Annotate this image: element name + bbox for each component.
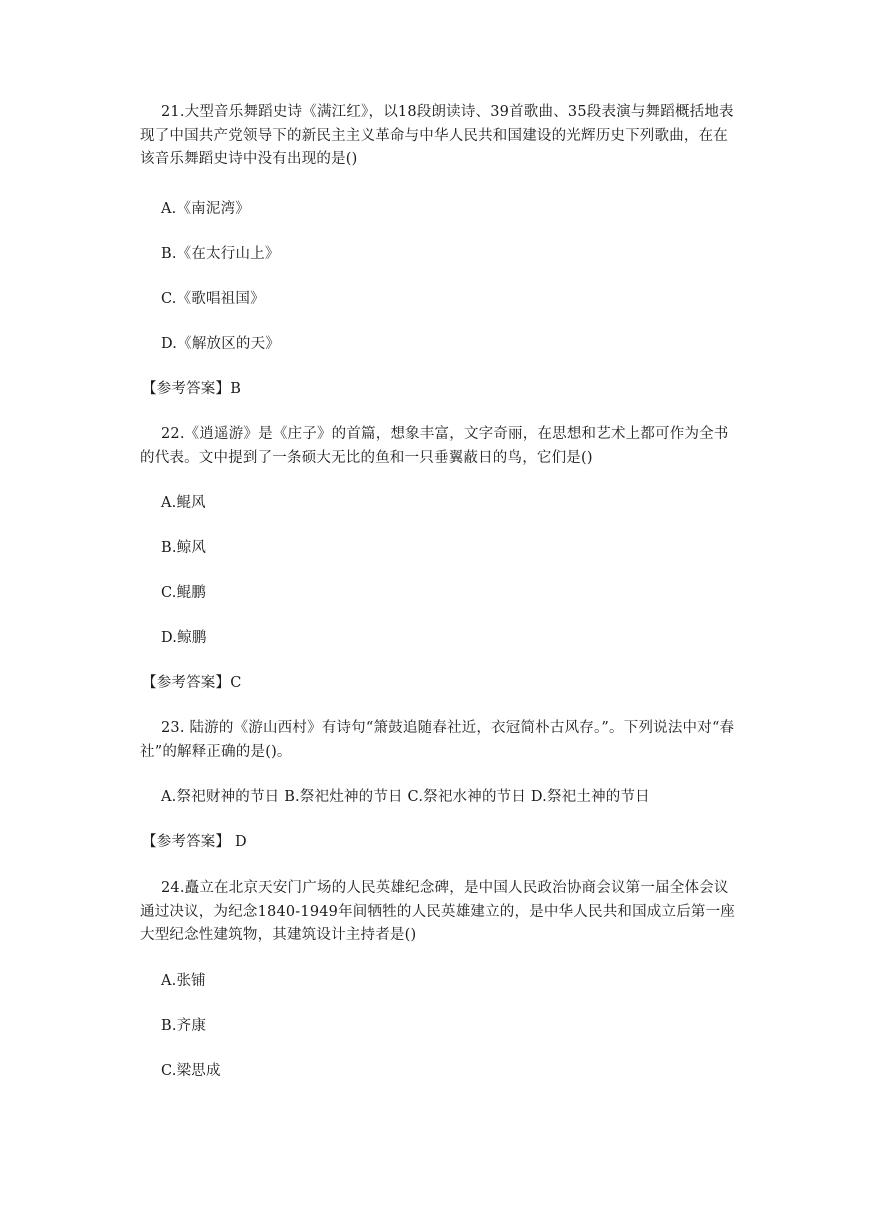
question-22-option-d: D.鲸鹏: [161, 630, 207, 646]
question-23-stem: 23. 陆游的《游山西村》有诗句“箫鼓追随春社近，衣冠简朴古风存。”。下列说法中对“春社”的解释正确的是()。: [140, 720, 735, 760]
question-21-option-b: B.《在太行山上》: [161, 246, 280, 262]
question-24-option-c: C.梁思成: [161, 1063, 221, 1079]
question-22-option-a: A.鲲风: [161, 495, 206, 511]
question-21-option-a: A.《南泥湾》: [161, 201, 250, 217]
question-21-answer: 【参考答案】B: [142, 381, 242, 397]
question-24-stem: 24.矗立在北京天安门广场的人民英雄纪念碑，是中国人民政治协商会议第一届全体会议通过决议，为纪念1840-1949年间牺牲的人民英雄建立的，是中华人民共和国成立后第一座大型纪念性建筑物，其建筑设计主持者是(): [140, 880, 735, 943]
question-21-option-c: C.《歌唱祖国》: [161, 291, 265, 307]
question-23-options: A.祭祀财神的节日 B.祭祀灶神的节日 C.祭祀水神的节日 D.祭祀土神的节日: [161, 789, 650, 805]
question-23-answer: 【参考答案】 D: [142, 834, 247, 850]
question-21-stem: 21.大型音乐舞蹈史诗《满江红》，以18段朗读诗、39首歌曲、35段表演与舞蹈概括地表现了中国共产党领导下的新民主主义革命与中华人民共和国建设的光辉历史下列歌曲，在在该音乐舞蹈史诗中没有出现的是(): [140, 104, 734, 167]
question-22-option-b: B.鲸风: [161, 540, 207, 556]
question-21-option-d: D.《解放区的天》: [161, 336, 281, 352]
question-24-option-a: A.张铺: [161, 973, 206, 989]
question-22-stem: 22.《逍遥游》是《庄子》的首篇，想象丰富，文字奇丽，在思想和艺术上都可作为全书的代表。文中提到了一条硕大无比的鱼和一只垂翼蔽日的鸟，它们是(): [140, 426, 729, 466]
question-22-answer: 【参考答案】C: [142, 675, 242, 691]
question-24-option-b: B.齐康: [161, 1018, 207, 1034]
question-22-option-c: C.鲲鹏: [161, 585, 206, 601]
